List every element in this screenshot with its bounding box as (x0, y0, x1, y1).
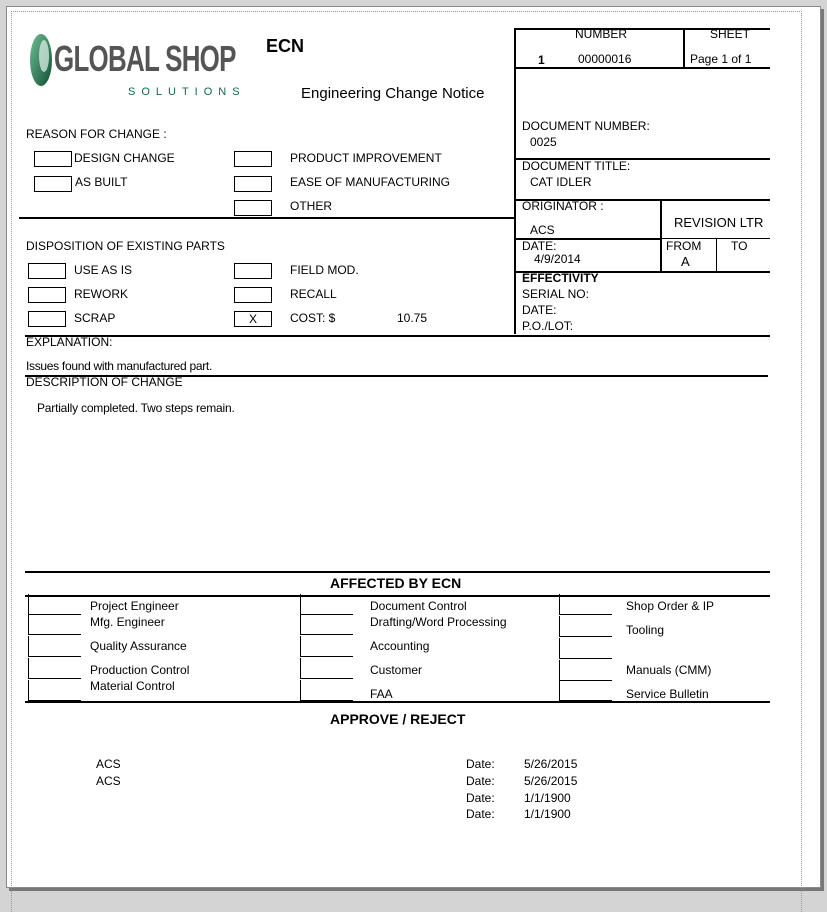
logo-wordmark: GLOBAL SHOP (54, 38, 236, 79)
rule (660, 199, 662, 271)
production-control-label: Production Control (90, 663, 190, 677)
project-engineer-label: Project Engineer (90, 599, 179, 613)
rework-label: REWORK (74, 287, 128, 301)
affected-checkbox (28, 636, 81, 657)
shop-order-label: Shop Order & IP (626, 599, 715, 613)
other-label: OTHER (290, 199, 332, 213)
tooling-label: Tooling (626, 623, 665, 637)
to-label: TO (731, 239, 748, 253)
use-as-is-checkbox (28, 263, 66, 279)
rule (716, 238, 717, 271)
cost-label: COST: $ (290, 311, 336, 325)
affected-checkbox (559, 660, 612, 681)
mfg-engineer-label: Mfg. Engineer (90, 615, 165, 629)
description-label: DESCRIPTION OF CHANGE (26, 375, 183, 389)
scrap-checkbox (28, 311, 66, 327)
originator-value: ACS (530, 223, 555, 237)
from-value: A (681, 254, 690, 269)
serial-label: SERIAL NO: (522, 287, 589, 301)
ease-of-manufacturing-label: EASE OF MANUFACTURING (290, 175, 451, 189)
design-change-checkbox (34, 151, 72, 167)
affected-checkbox (559, 594, 612, 615)
affected-checkbox (300, 680, 353, 701)
cost-checkbox: X (234, 311, 272, 327)
document-title-value: CAT IDLER (530, 175, 592, 189)
from-label: FROM (666, 239, 702, 253)
approve-date-value: 1/1/1900 (524, 807, 571, 821)
material-control-label: Material Control (90, 679, 175, 693)
sheet-label: SHEET (710, 27, 751, 41)
rule (19, 217, 514, 219)
approve-date-label: Date: (466, 791, 495, 805)
scrap-label: SCRAP (74, 311, 116, 325)
document-title-label: DOCUMENT TITLE: (522, 159, 631, 173)
field-mod-label: FIELD MOD. (290, 263, 359, 277)
affected-checkbox (300, 614, 353, 635)
date-label: DATE: (522, 239, 557, 253)
description-text: Partially completed. Two steps remain. (37, 401, 235, 415)
recall-label: RECALL (290, 287, 337, 301)
drafting-label: Drafting/Word Processing (370, 615, 507, 629)
design-change-label: DESIGN CHANGE (74, 151, 175, 165)
polot-label: P.O./LOT: (522, 319, 574, 333)
faa-label: FAA (370, 687, 393, 701)
rule (25, 335, 770, 337)
logo-tagline: SOLUTIONS (128, 86, 246, 98)
effectivity-heading: EFFECTIVITY (522, 271, 599, 285)
affected-checkbox (28, 680, 81, 701)
sheet-value: Page 1 of 1 (690, 52, 752, 66)
use-as-is-label: USE AS IS (74, 263, 133, 277)
ease-of-manufacturing-checkbox (234, 176, 272, 192)
approve-date-value: 5/26/2015 (524, 757, 578, 771)
affected-checkbox (300, 658, 353, 679)
as-built-checkbox (34, 176, 72, 192)
revision-label: REVISION LTR (674, 215, 764, 230)
page-margin-guides (11, 11, 802, 912)
approver-name: ACS (96, 757, 121, 771)
affected-checkbox (559, 680, 612, 701)
reason-heading: REASON FOR CHANGE : (26, 127, 167, 141)
effectivity-date-label: DATE: (522, 303, 557, 317)
disposition-heading: DISPOSITION OF EXISTING PARTS (26, 239, 225, 253)
approve-date-label: Date: (466, 807, 495, 821)
manuals-label: Manuals (CMM) (626, 663, 712, 677)
ecn-number: 00000016 (578, 52, 632, 66)
approve-heading: APPROVE / REJECT (330, 711, 466, 727)
affected-checkbox (300, 636, 353, 657)
logo-swoosh-icon (28, 32, 54, 88)
customer-label: Customer (370, 663, 423, 677)
form-subtitle: Engineering Change Notice (301, 85, 485, 102)
explanation-label: EXPLANATION: (26, 335, 113, 349)
affected-checkbox (28, 658, 81, 679)
document-number-label: DOCUMENT NUMBER: (522, 119, 650, 133)
approve-date-value: 5/26/2015 (524, 774, 578, 788)
rule (25, 571, 770, 573)
rework-checkbox (28, 287, 66, 303)
field-mod-checkbox (234, 263, 272, 279)
document-control-label: Document Control (370, 599, 467, 613)
accounting-label: Accounting (370, 639, 430, 653)
recall-checkbox (234, 287, 272, 303)
other-checkbox (234, 200, 272, 216)
revision-index: 1 (538, 53, 545, 67)
rule (25, 595, 770, 597)
document-number-value: 0025 (530, 135, 557, 149)
number-label: NUMBER (575, 27, 628, 41)
affected-checkbox (28, 594, 81, 615)
affected-checkbox (559, 616, 612, 637)
originator-label: ORIGINATOR : (522, 199, 604, 213)
rule (683, 28, 685, 68)
date-value: 4/9/2014 (534, 252, 581, 266)
explanation-text: Issues found with manufactured part. (26, 359, 212, 373)
right-panel-border (514, 28, 516, 334)
affected-checkbox (559, 638, 612, 659)
approve-date-label: Date: (466, 774, 495, 788)
cost-value: 10.75 (397, 311, 428, 325)
approver-name: ACS (96, 774, 121, 788)
approve-date-label: Date: (466, 757, 495, 771)
product-improvement-label: PRODUCT IMPROVEMENT (290, 151, 442, 165)
product-improvement-checkbox (234, 151, 272, 167)
rule (514, 67, 770, 69)
quality-assurance-label: Quality Assurance (90, 639, 187, 653)
approve-date-value: 1/1/1900 (524, 791, 571, 805)
affected-checkbox (300, 594, 353, 615)
service-bulletin-label: Service Bulletin (626, 687, 709, 701)
affected-heading: AFFECTED BY ECN (330, 575, 462, 591)
affected-checkbox (28, 614, 81, 635)
as-built-label: AS BUILT (75, 175, 128, 189)
rule (25, 701, 770, 703)
form-title: ECN (266, 36, 305, 56)
